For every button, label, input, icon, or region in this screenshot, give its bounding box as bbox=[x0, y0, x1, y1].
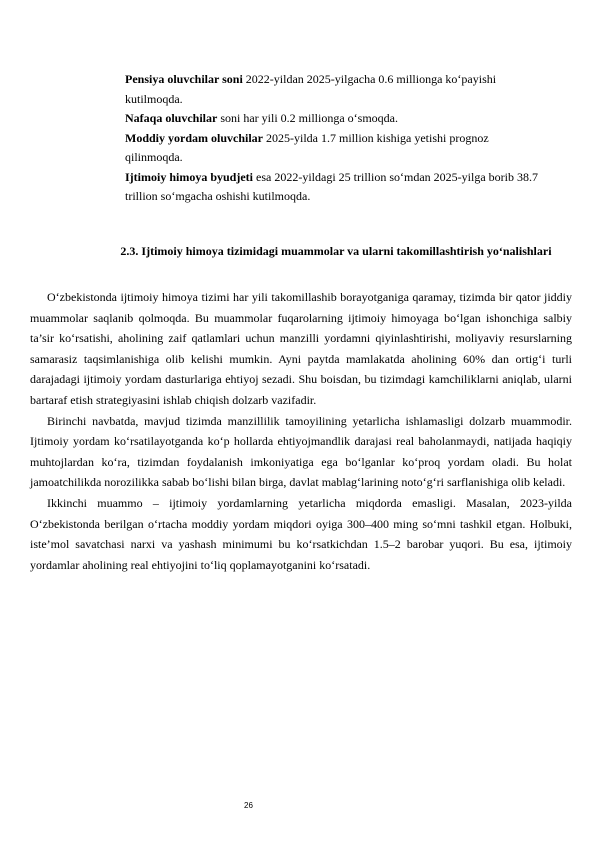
list-item bbox=[125, 129, 545, 168]
section-title: 2.3. Ijtimoiy himoya tizimidagi muammolar va ularni takomillashtirish yo‘nalishlari bbox=[120, 244, 552, 258]
list-item-label: Ijtimoiy himoya byudjeti bbox=[125, 169, 254, 184]
list-item-label: Moddiy yordam oluvchilar bbox=[125, 130, 264, 145]
list-item-text: 2025-yilda 1.7 million kishiga yetishi prognoz qilinmoqda. bbox=[125, 130, 489, 164]
list-item-text: esa 2022-yildagi 25 trillion so‘mdan 2025-yilga borib 38.7 trillion so‘mgacha oshishi kutilmoqda. bbox=[125, 169, 538, 203]
page-number: 26 bbox=[244, 801, 253, 810]
list-item bbox=[125, 70, 545, 109]
paragraph: Birinchi navbatda, mavjud tizimda manzillilik tamoyilining yetarlicha ishlamasligi dolzarb muammodir. Ijtimoiy yordam ko‘rsatilayotganda ko‘p hollarda ehtiyojmandlik darajasi real baholanmaydi, natijada haqiqiy muhtojlardan ko‘ra, tizimdan foydalanish imkoniyatiga ega bo‘lganlar ko‘proq yordam oladi. Bu holat jamoatchilikda norozilikka sabab bo‘lishi bilan birga, davlat mablag‘larining noto‘g‘ri sarflanishiga olib keladi. bbox=[30, 413, 572, 490]
list-item-label: Pensiya oluvchilar soni bbox=[125, 72, 243, 86]
list-item-text: 2022-yildan 2025-yilgacha 0.6 millionga ko‘payishi kutilmoqda. bbox=[125, 72, 497, 106]
list-item-label: Nafaqa oluvchilar bbox=[125, 111, 218, 125]
list-item bbox=[125, 168, 545, 207]
list-item bbox=[125, 109, 545, 129]
paragraph: Ikkinchi muammo – ijtimoiy yordamlarning yetarlicha miqdorda emasligi. Masalan, 2023-yilda O‘zbekistonda berilgan o‘rtacha moddiy yordam miqdori oyiga 300–400 ming so‘mni tashkil etgan. Holbuki, iste’mol savatchasi narxi va yashash minimumi bu ko‘rsatkichdan 1.5–2 barobar yuqori. Bu esa, ijtimoiy yordamlar aholining real ehtiyojini to‘liq qoplamayotganini ko‘rsatadi. bbox=[30, 495, 572, 572]
body-text bbox=[30, 287, 572, 575]
paragraph: O‘zbekistonda ijtimoiy himoya tizimi har yili takomillashib borayotganiga qaramay, tizimda bir qator jiddiy muammolar saqlanib qolmoqda. Bu muammolar fuqarolarning ijtimoiy himoyaga bo‘lgan ishonchiga salbiy ta’sir ko‘rsatishi, aholining zaif qatlamlari uchun manzilli yordamni qiyinlashtirishi, moliyaviy resurslarning samarasiz taqsimlanishiga olib kelishi mumkin. Ayni paytda mamlakatda aholining 60% dan ortig‘i turli darajadagi ijtimoiy yordam dasturlariga ehtiyoj sezadi. Shu boisdan, bu tizimdagi kamchiliklarni aniqlab, ularni bartaraf etish strategiyasini ishlab chiqish dolzarb vazifadir. bbox=[30, 290, 572, 407]
list-item-text: soni har yili 0.2 millionga o‘smoqda. bbox=[217, 111, 398, 125]
statistics-list bbox=[125, 70, 545, 207]
